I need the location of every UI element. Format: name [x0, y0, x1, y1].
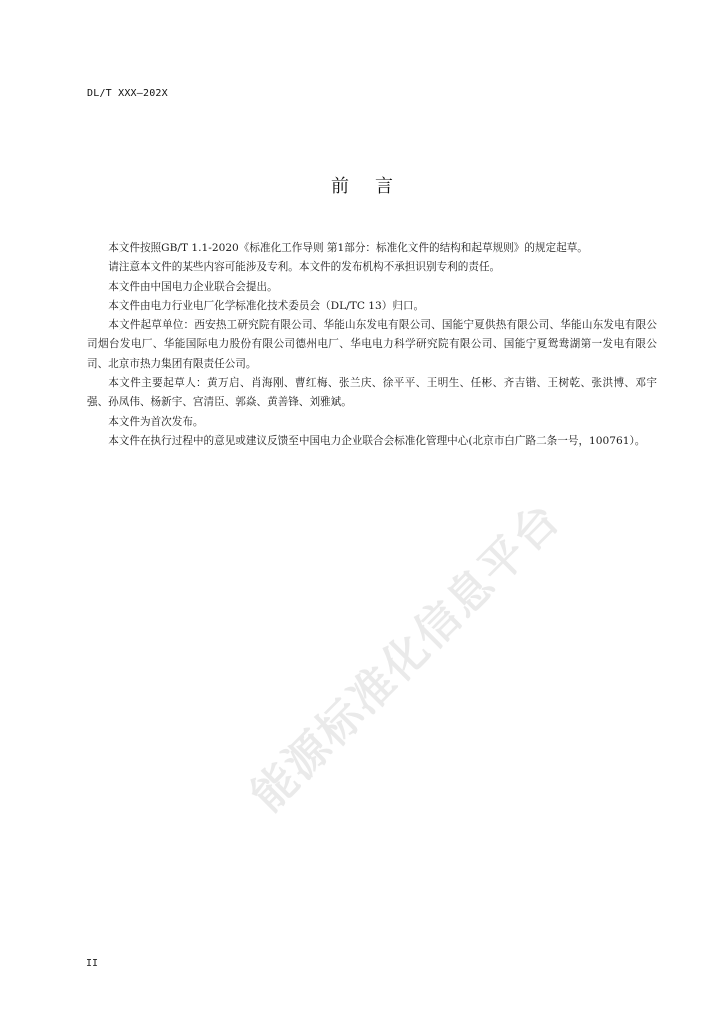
page-number: II — [86, 958, 99, 969]
title-char-2: 言 — [375, 176, 393, 197]
title-char-1: 前 — [331, 176, 349, 197]
paragraph-under-jurisdiction: 本文件由电力行业电厂化学标准化技术委员会（DL/TC 13）归口。 — [108, 299, 425, 312]
paragraph-feedback: 本文件在执行过程中的意见或建议反馈至中国电力企业联合会标准化管理中心(北京市白广路二条一号，100761）。 — [108, 434, 646, 447]
page-title — [0, 172, 724, 198]
paragraph-proposed-by: 本文件由中国电力企业联合会提出。 — [108, 280, 278, 293]
paragraph-main-drafters: 本文件主要起草人：黄万启、肖海刚、曹红梅、张兰庆、徐平平、王明生、任彬、齐吉锴、王树乾、张洪博、邓宇强、孙凤伟、杨新宇、宫清臣、郭焱、黄善锋、刘雅斌。 — [87, 377, 657, 409]
foreword-body — [87, 239, 657, 451]
paragraph-drafting-organizations: 本文件起草单位：西安热工研究院有限公司、华能山东发电有限公司、国能宁夏供热有限公司、华能山东发电有限公司烟台发电厂、华能国际电力股份有限公司德州电厂、华电电力科学研究院有限公司、国能宁夏鸳鸯湖第一发电有限公司、北京市热力集团有限责任公司。 — [87, 319, 657, 370]
paragraph-drafting-rules: 本文件按照GB/T 1.1-2020《标准化工作导则 第1部分：标准化文件的结构和起草规则》的规定起草。 — [108, 242, 588, 254]
watermark: 能源标准化信息平台 — [241, 492, 571, 822]
paragraph-patent-notice: 请注意本文件的某些内容可能涉及专利。本文件的发布机构不承担识别专利的责任。 — [108, 261, 501, 274]
document-code: DL/T XXX—202X — [87, 88, 168, 99]
paragraph-first-release: 本文件为首次发布。 — [108, 415, 204, 428]
